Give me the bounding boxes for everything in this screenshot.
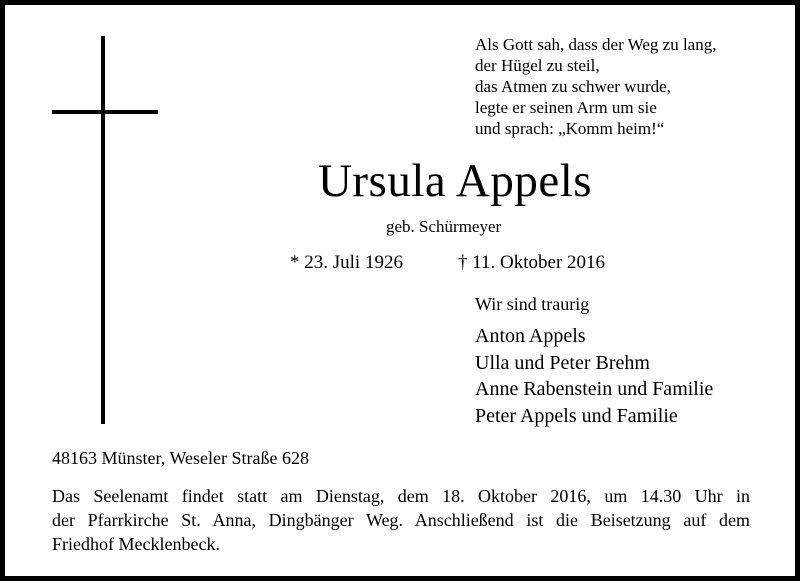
cross-vertical-bar (101, 36, 105, 424)
mourner-name: Peter Appels und Familie (475, 404, 678, 427)
poem-line: legte er seinen Arm um sie (475, 98, 657, 117)
poem-line: Als Gott sah, dass der Weg zu lang, (475, 35, 717, 54)
service-notice-line: der Pfarrkirche St. Anna, Dingbänger Weg. Anschließend ist die Beisetzung auf dem (52, 510, 750, 530)
poem (475, 34, 716, 139)
mourner-name: Anne Rabenstein und Familie (475, 378, 714, 400)
mourner-name: Anton Appels (475, 325, 586, 347)
poem-line: das Atmen zu schwer wurde, (475, 77, 671, 96)
service-notice-line: Das Seelenamt findet statt am Dienstag, dem 18. Oktober 2016, um 14.30 Uhr in (52, 486, 750, 506)
service-notice (52, 484, 750, 556)
deceased-name: Ursula Appels (317, 155, 593, 207)
mourners-list (475, 323, 713, 429)
family-address: 48163 Münster, Weseler Straße 628 (52, 448, 309, 468)
poem-line: und sprach: „Komm heim!“ (475, 119, 665, 138)
birth-date: * 23. Juli 1926 (290, 252, 403, 273)
mourner-name: Ulla und Peter Brehm (475, 351, 650, 374)
service-notice-line: Friedhof Mecklenbeck. (52, 534, 220, 554)
mourners-intro: Wir sind traurig (475, 294, 590, 314)
birth-name: geb. Schürmeyer (386, 217, 502, 236)
cross-horizontal-bar (52, 110, 158, 114)
poem-line: der Hügel zu steil, (475, 56, 600, 75)
death-date: † 11. Oktober 2016 (458, 252, 606, 273)
